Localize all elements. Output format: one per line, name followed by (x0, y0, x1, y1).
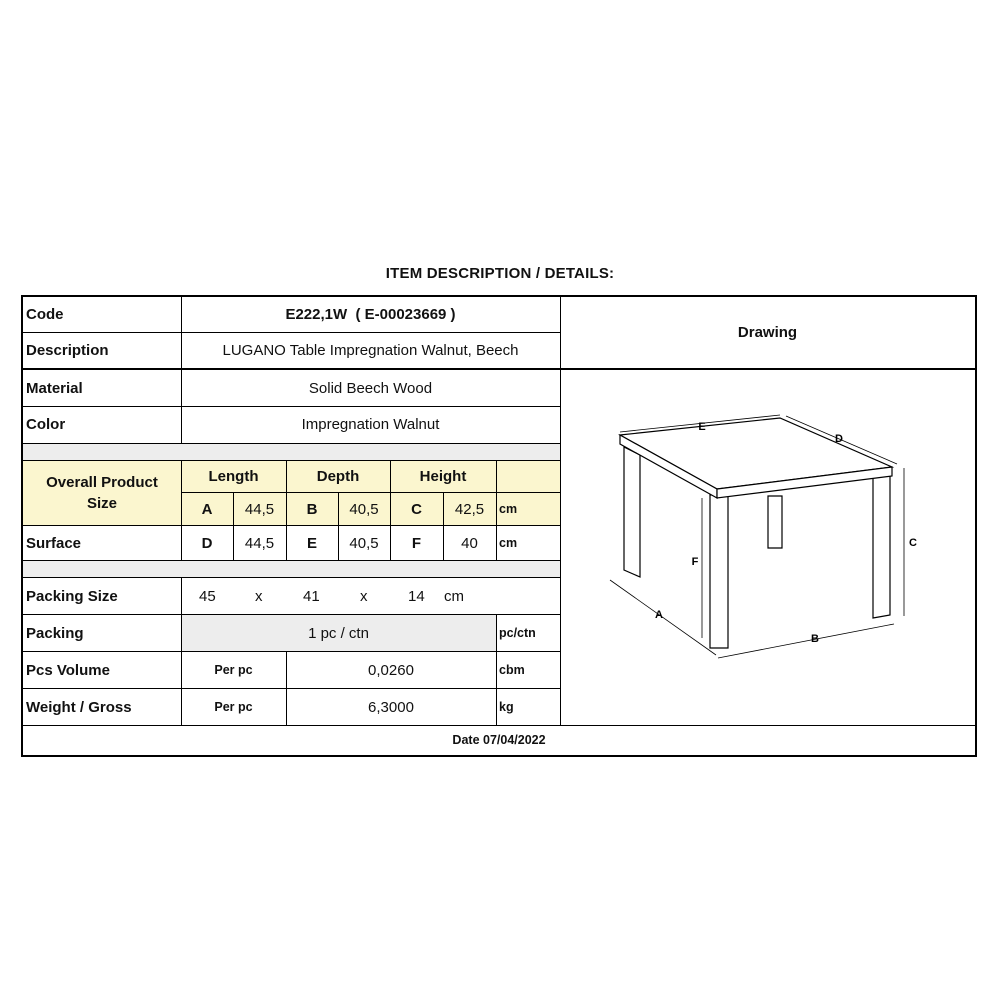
weight-unit: kg (499, 699, 514, 714)
material-value: Solid Beech Wood (308, 379, 433, 397)
unit-header-blank (496, 461, 560, 492)
color-value: Impregnation Walnut (301, 416, 440, 433)
description-label: Description (26, 341, 109, 359)
dim-b-value: 40,5 (338, 493, 390, 525)
packing-height: 14 (408, 587, 425, 605)
dim-f-letter: F (411, 534, 422, 552)
packing-label: Packing (26, 624, 84, 642)
packing-value: 1 pc / ctn (181, 615, 496, 651)
drawing-label: Drawing (737, 324, 798, 341)
dim-a-letter: A (181, 493, 233, 525)
packing-size-value (181, 578, 560, 614)
packing-x-2: x (360, 587, 368, 605)
height-header: Height (390, 461, 496, 492)
surface-unit: cm (499, 535, 518, 550)
pcs-volume-value: 0,0260 (368, 661, 414, 679)
surface-label: Surface (26, 534, 82, 552)
dim-f-marker: F (691, 556, 699, 568)
dim-e-value: 40,5 (349, 534, 379, 552)
dim-a-marker: A (655, 609, 663, 621)
pcs-volume-per: Per pc (214, 662, 253, 677)
length-header: Length (181, 461, 286, 492)
depth-header: Depth (286, 461, 390, 492)
pcs-volume-label: Pcs Volume (26, 661, 110, 679)
weight-value: 6,3000 (368, 698, 414, 716)
table-drawing (562, 370, 972, 720)
color-label: Color (26, 416, 66, 433)
sheet-title: ITEM DESCRIPTION / DETAILS: (385, 265, 615, 282)
dim-a-value: 44,5 (233, 493, 286, 525)
table-leg-front (710, 494, 728, 648)
dim-d-letter: D (201, 534, 213, 552)
dim-e-letter: E (306, 534, 317, 552)
dim-d-value: 44,5 (244, 534, 275, 552)
dim-c-value: 42,5 (443, 493, 496, 525)
table-leg-left (624, 447, 640, 577)
packing-size-label: Packing Size (26, 587, 118, 605)
dim-f-value: 40 (461, 534, 478, 552)
date-footer: Date 07/04/2022 (452, 733, 546, 748)
dim-e-marker: E (698, 421, 706, 433)
weight-per: Per pc (214, 699, 253, 714)
dim-d-marker: D (835, 433, 843, 445)
overall-size-label-line2: Size (86, 495, 117, 512)
dim-c-letter: C (390, 493, 443, 525)
code-label: Code (26, 306, 64, 323)
code-value: E222,1W ( E-00023669 ) (285, 306, 456, 323)
dim-b-letter: B (286, 493, 338, 525)
table-leg-right (873, 475, 890, 618)
table-leg-back (768, 496, 782, 548)
packing-length: 45 (199, 587, 216, 605)
description-value: LUGANO Table Impregnation Walnut, Beech (222, 341, 519, 359)
overall-unit: cm (496, 493, 560, 525)
weight-label: Weight / Gross (26, 698, 132, 716)
packing-width: 41 (303, 587, 320, 605)
dim-b-marker: B (811, 633, 819, 645)
spacer-row-2 (23, 561, 560, 577)
spacer-row (23, 444, 560, 460)
packing-x-1: x (255, 587, 263, 605)
packing-size-unit: cm (444, 587, 464, 605)
packing-unit: pc/ctn (499, 625, 536, 640)
pcs-volume-unit: cbm (499, 662, 525, 677)
dim-c-marker: C (909, 537, 917, 549)
material-label: Material (26, 379, 83, 397)
overall-size-label-line1: Overall Product (46, 474, 158, 491)
overall-size-label (23, 461, 181, 525)
